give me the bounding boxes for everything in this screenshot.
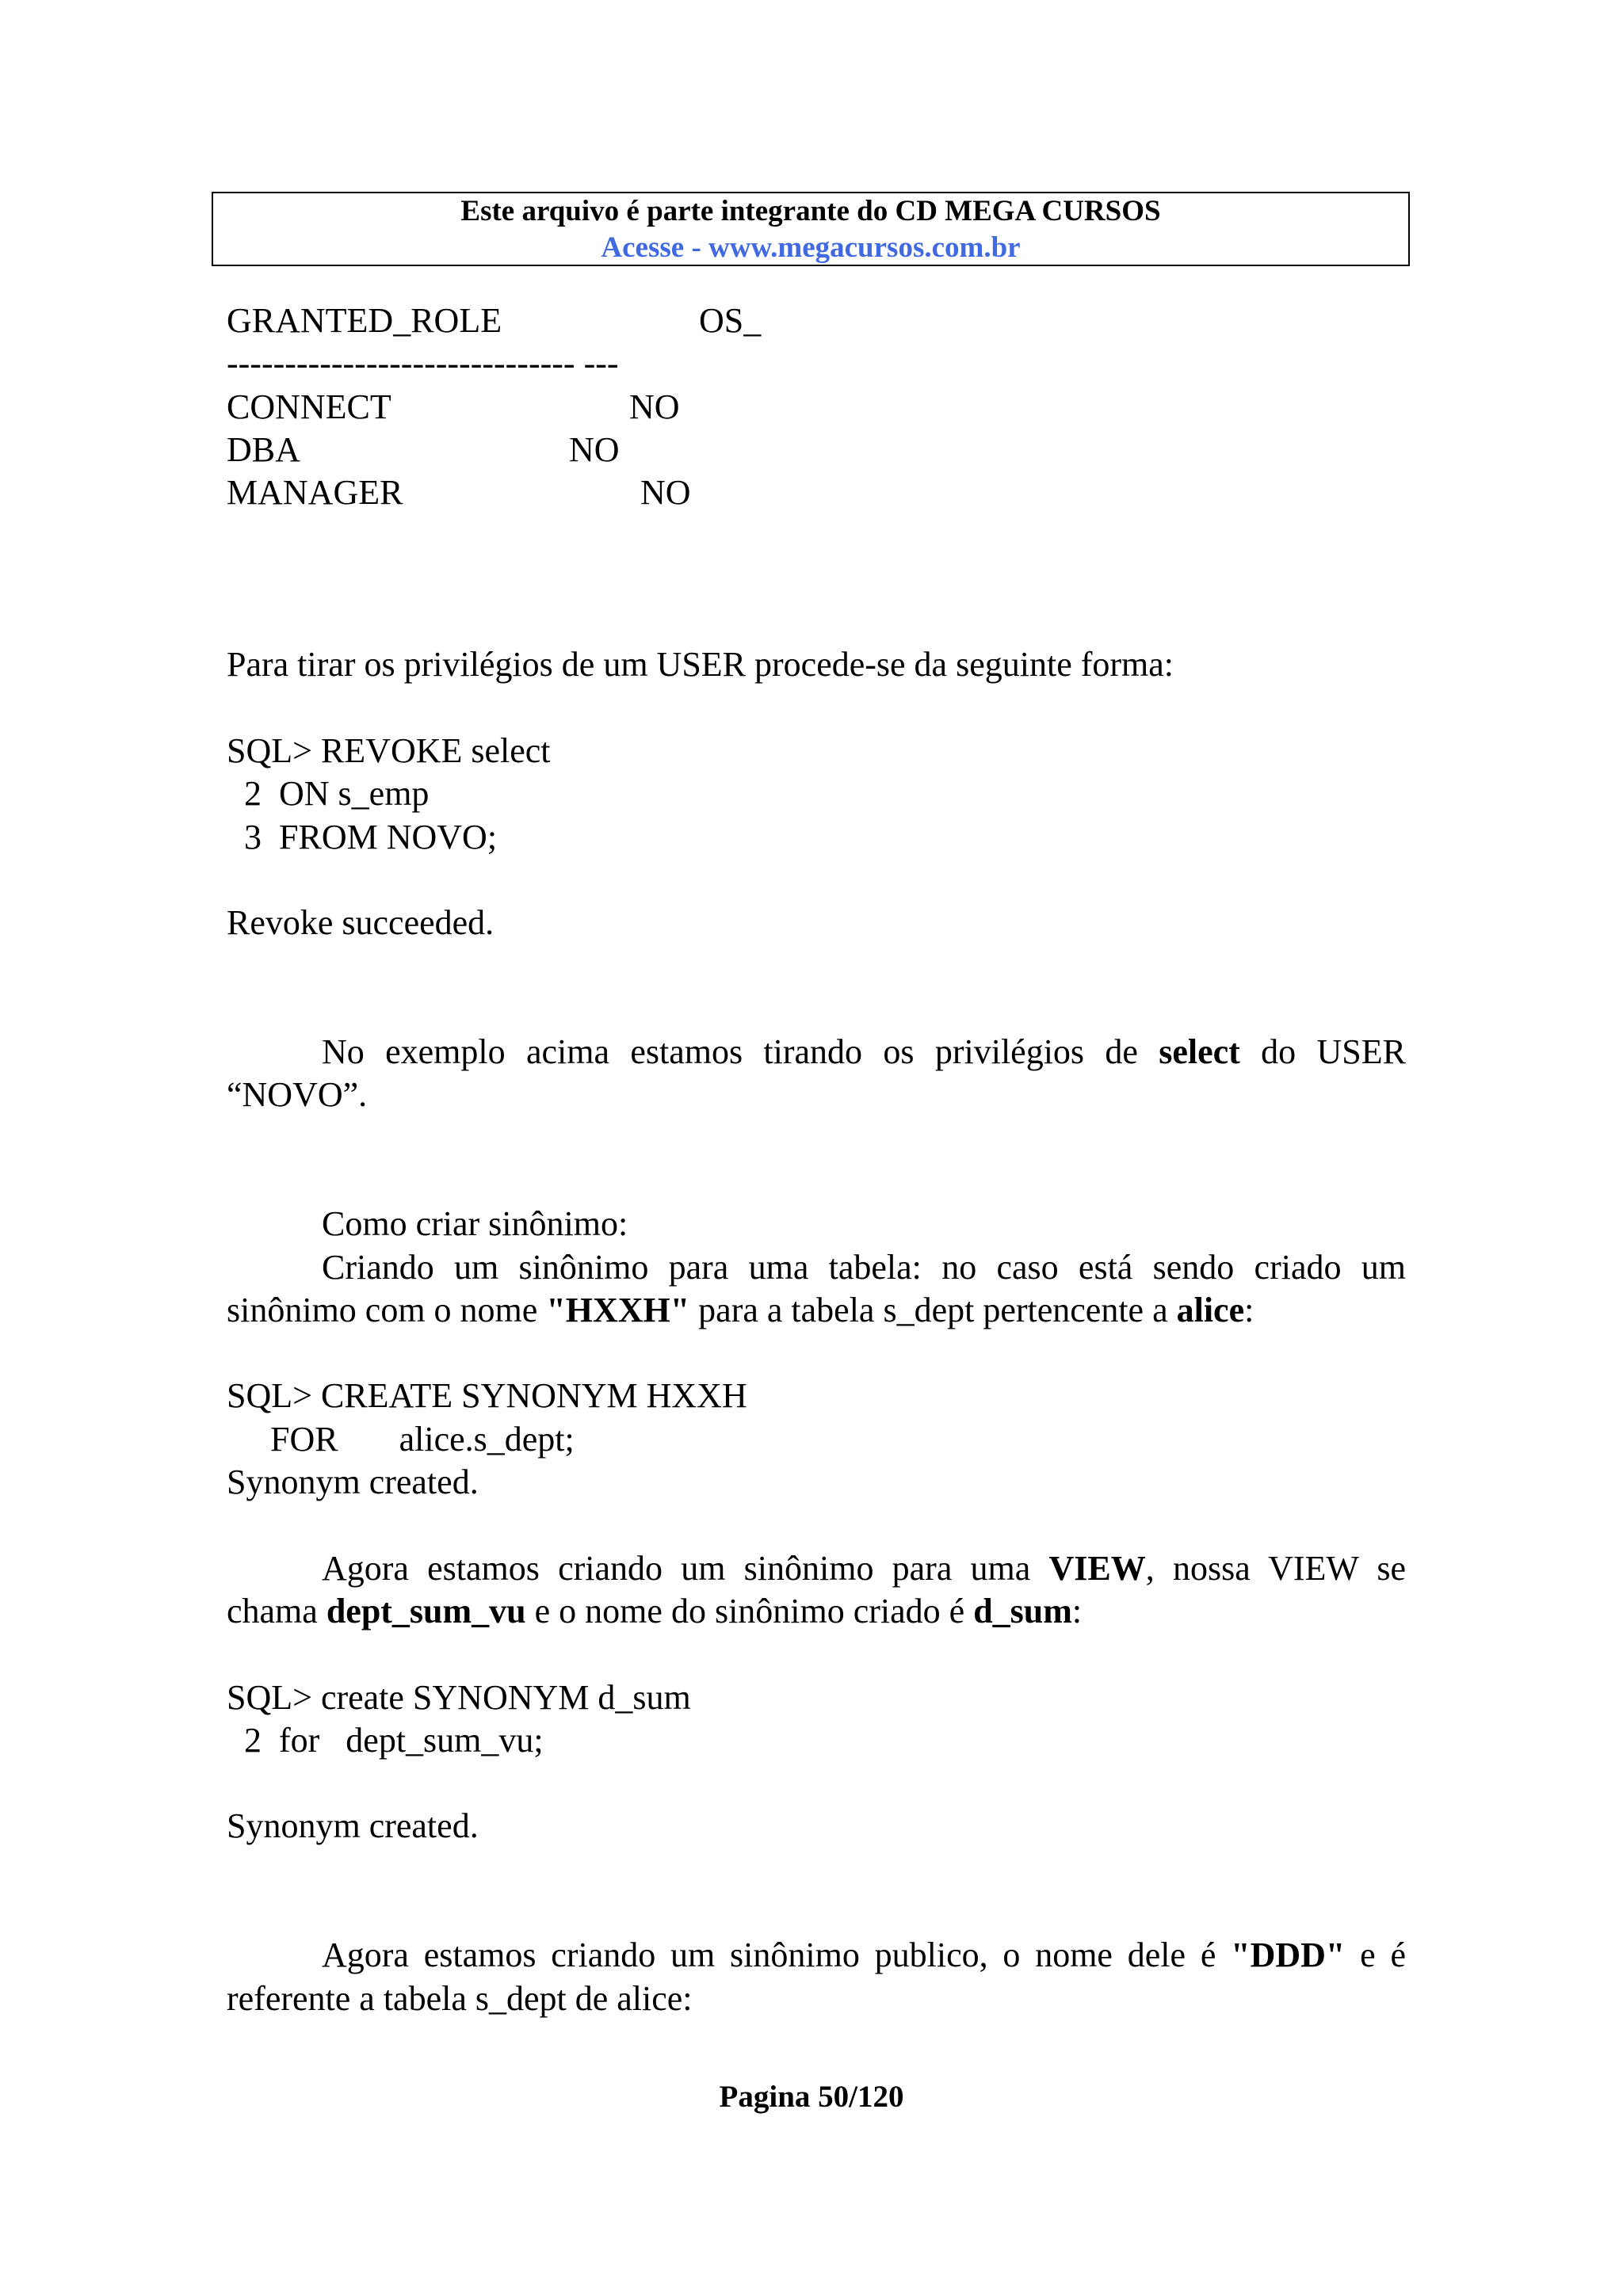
bold-text: dept_sum_vu <box>326 1591 526 1630</box>
page-number: Pagina 50/120 <box>719 2080 904 2114</box>
text-span: para a tabela s_dept pertencente a <box>689 1290 1177 1329</box>
bold-text: d_sum <box>973 1591 1072 1630</box>
table-cell-role: DBA <box>227 429 300 469</box>
synonym-result: Synonym created. <box>227 1463 479 1502</box>
sql-revoke-line: SQL> REVOKE select <box>227 730 551 770</box>
bold-text: VIEW <box>1048 1548 1146 1588</box>
paragraph-synonym-view <box>227 1547 1406 1634</box>
sql-revoke-line: 3 FROM NOVO; <box>227 817 498 856</box>
table-header-row <box>227 299 1406 342</box>
page-content <box>227 299 1406 2020</box>
header-title: Este arquivo é parte integrante do CD MEGA CURSOS <box>460 195 1161 227</box>
table-cell-os: NO <box>629 387 680 426</box>
bold-text: select <box>1159 1032 1240 1072</box>
text-span: e é referente a tabela s_dept de alice: <box>227 1936 1406 2018</box>
synonym-result: Synonym created. <box>227 1806 479 1846</box>
bold-text: "HXXH" <box>546 1290 690 1329</box>
table-row <box>227 471 1406 514</box>
text-span: e o nome do sinônimo criado é <box>525 1591 974 1630</box>
synonym-section-title: Como criar sinônimo: <box>322 1204 628 1244</box>
table-row <box>227 386 1406 429</box>
table-row <box>227 429 1406 471</box>
document-header-box <box>212 192 1410 266</box>
paragraph-synonym-table <box>227 1246 1406 1333</box>
table-header-os: OS_ <box>699 301 762 340</box>
sql-synonym-line: SQL> CREATE SYNONYM HXXH <box>227 1376 747 1416</box>
bold-text: alice <box>1176 1290 1245 1329</box>
sql-synonym-view-line: SQL> create SYNONYM d_sum <box>227 1677 691 1717</box>
header-website-link[interactable]: Acesse - www.megacursos.com.br <box>601 231 1021 264</box>
table-separator <box>227 342 1406 385</box>
paragraph-example <box>227 1031 1406 1117</box>
text-span: , nossa VIEW se chama <box>227 1548 1407 1630</box>
table-cell-os: NO <box>640 473 691 513</box>
paragraph-revoke-intro: Para tirar os privilégios de um USER procede-se da seguinte forma: <box>227 645 1174 685</box>
table-cell-os: NO <box>569 429 620 469</box>
text-span: Agora estamos criando um sinônimo publico, o nome dele é <box>322 1936 1232 1975</box>
table-cell-role: CONNECT <box>227 387 391 426</box>
text-span: Agora estamos criando um sinônimo para uma <box>322 1548 1049 1588</box>
bold-text: "DDD" <box>1231 1936 1346 1975</box>
text-span: Criando um sinônimo para uma tabela: no caso está sendo criado um sinônimo com o nome <box>227 1247 1406 1329</box>
text-span: : <box>1244 1290 1254 1329</box>
table-cell-role: MANAGER <box>227 473 403 513</box>
text-span: do USER “NOVO”. <box>227 1032 1406 1115</box>
table-header-granted-role: GRANTED_ROLE <box>227 301 502 340</box>
paragraph-public-synonym <box>227 1934 1406 2020</box>
text-span: No exemplo acima estamos tirando os privilégios de <box>322 1032 1159 1072</box>
text-span: : <box>1071 1591 1083 1630</box>
sql-synonym-view-line: 2 for dept_sum_vu; <box>227 1720 544 1760</box>
revoke-result: Revoke succeeded. <box>227 903 495 943</box>
table-separator-text: ------------------------------ --- <box>227 344 619 383</box>
sql-synonym-line: FOR alice.s_dept; <box>227 1419 575 1459</box>
sql-revoke-line: 2 ON s_emp <box>227 774 430 814</box>
